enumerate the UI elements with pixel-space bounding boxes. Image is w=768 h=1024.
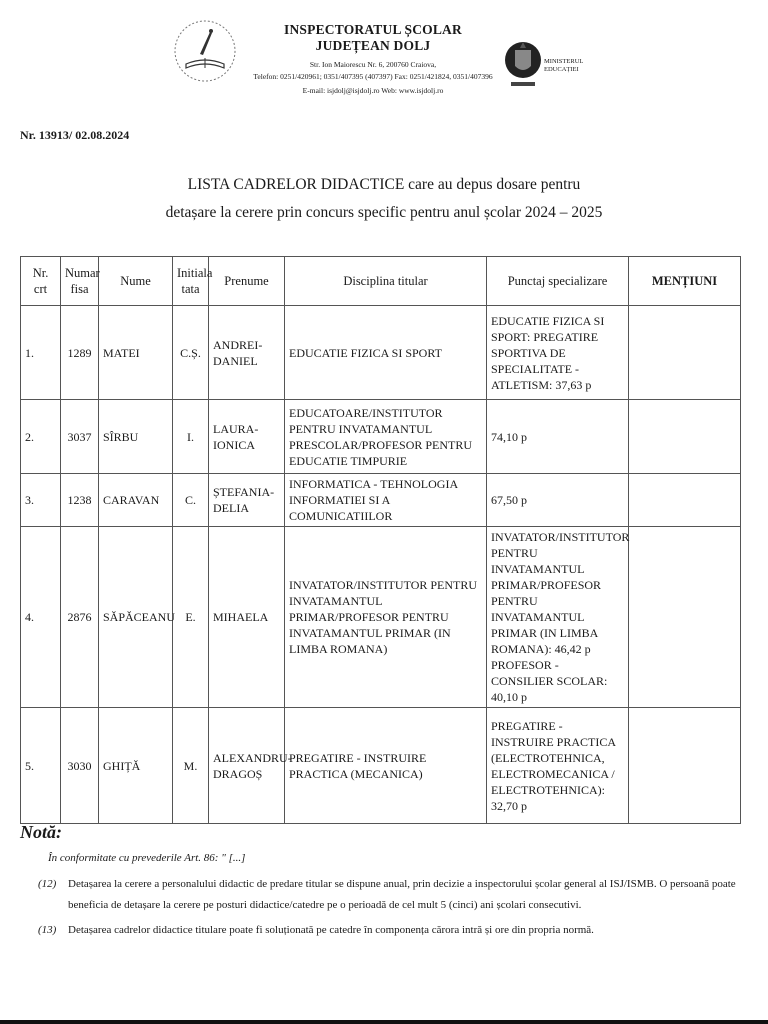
note-number: (13) [38, 924, 57, 936]
notes-intro: În conformitate cu prevederile Art. 86: " [...] [48, 852, 246, 864]
col-header-nume: Nume [99, 257, 173, 306]
cell-mentiuni [629, 400, 741, 474]
cell-punctaj: PREGATIRE - INSTRUIRE PRACTICA (ELECTROTEHNICA, ELECTROMECANICA / ELECTROTEHNICA): 32,70 p [487, 708, 629, 824]
cell-fisa: 2876 [61, 527, 99, 708]
cell-nume: SÎRBU [99, 400, 173, 474]
col-header-initiala: Initiala tata [173, 257, 209, 306]
cell-nume: GHIȚĂ [99, 708, 173, 824]
note-text: Detașarea la cerere a personalului didactic de predare titular se dispune anual, prin decizie a inspectorului școlar general al ISJ/ISMB. O persoană poate beneficia de detașare la cerere pe posturi didactice/catedre pe o perioadă de cel mult 5 (cinci) ani școlari consecutivi. [68, 878, 736, 911]
cell-disciplina: INFORMATICA - TEHNOLOGIA INFORMATIEI SI A COMUNICATIILOR [285, 474, 487, 527]
table-row [21, 306, 741, 400]
cell-initiala: M. [173, 708, 209, 824]
notes-title: Notă: [20, 822, 62, 842]
cell-prenume: ANDREI-DANIEL [209, 306, 285, 400]
cell-mentiuni [629, 527, 741, 708]
cell-mentiuni [629, 708, 741, 824]
document-number: Nr. 13913/ 02.08.2024 [20, 128, 130, 142]
cell-nume: CARAVAN [99, 474, 173, 527]
cell-disciplina: EDUCATIE FIZICA SI SPORT [285, 306, 487, 400]
note-text: Detașarea cadrelor didactice titulare poate fi soluționată pe catedre în componența cărora intră și ore din propria normă. [68, 924, 594, 936]
institution-address: Str. Ion Maiorescu Nr. 6, 200760 Craiova, [309, 60, 437, 69]
cell-fisa: 1289 [61, 306, 99, 400]
document-subtitle: detașare la cerere prin concurs specific pentru anul școlar 2024 – 2025 [165, 204, 603, 221]
cell-punctaj: 74,10 p [487, 400, 629, 474]
cell-prenume: LAURA-IONICA [209, 400, 285, 474]
cell-fisa: 3037 [61, 400, 99, 474]
note-number: (12) [38, 878, 57, 890]
cell-initiala: C.Ș. [173, 306, 209, 400]
cell-disciplina: PREGATIRE - INSTRUIRE PRACTICA (MECANICA) [285, 708, 487, 824]
cell-nr: 1. [21, 306, 61, 400]
cell-nume: SĂPĂCEANU [99, 527, 173, 708]
cell-mentiuni [629, 306, 741, 400]
note-item [38, 874, 738, 916]
table-row [21, 708, 741, 824]
cell-punctaj: 67,50 p [487, 474, 629, 527]
cell-prenume: MIHAELA [209, 527, 285, 708]
col-header-punctaj: Punctaj specializare [487, 257, 629, 306]
col-header-fisa: Numar fisa [61, 257, 99, 306]
cell-nume: MATEI [99, 306, 173, 400]
institution-email: E-mail: isjdolj@isjdolj.ro Web: www.isjdolj.ro [302, 86, 444, 95]
table-row [21, 400, 741, 474]
romania-coat-of-arms-icon [503, 34, 543, 92]
note-item [38, 920, 738, 941]
page-bottom-edge [0, 1020, 768, 1024]
cell-nr: 4. [21, 527, 61, 708]
cell-nr: 3. [21, 474, 61, 527]
candidates-table [20, 256, 741, 824]
institution-name: INSPECTORATUL ȘCOLAR JUDEȚEAN DOLJ [284, 22, 462, 53]
cell-punctaj: EDUCATIE FIZICA SI SPORT: PREGATIRE SPORTIVA DE SPECIALITATE - ATLETISM: 37,63 p [487, 306, 629, 400]
cell-fisa: 3030 [61, 708, 99, 824]
col-header-mentiuni: MENȚIUNI [629, 257, 741, 306]
cell-initiala: C. [173, 474, 209, 527]
cell-prenume: ȘTEFANIA-DELIA [209, 474, 285, 527]
cell-nr: 2. [21, 400, 61, 474]
cell-fisa: 1238 [61, 474, 99, 527]
institution-phones: Telefon: 0251/420961; 0351/407395 (407397) Fax: 0251/421824, 0351/407396 [253, 72, 493, 81]
school-inspectorate-logo-icon [172, 18, 238, 84]
table-row [21, 474, 741, 527]
cell-prenume: ALEXANDRU-DRAGOȘ [209, 708, 285, 824]
col-header-prenume: Prenume [209, 257, 285, 306]
cell-disciplina: INVATATOR/INSTITUTOR PENTRU INVATAMANTUL PRIMAR/PROFESOR PENTRU INVATAMANTUL PRIMAR (IN LIMBA ROMANA) [285, 527, 487, 708]
table-row [21, 527, 741, 708]
col-header-nr: Nr. crt [21, 257, 61, 306]
cell-initiala: I. [173, 400, 209, 474]
document-title: LISTA CADRELOR DIDACTICE care au depus dosare pentru [187, 176, 581, 193]
letterhead [0, 0, 768, 120]
cell-nr: 5. [21, 708, 61, 824]
col-header-disciplina: Disciplina titular [285, 257, 487, 306]
cell-punctaj: INVATATOR/INSTITUTOR PENTRU INVATAMANTUL PRIMAR/PROFESOR PENTRU INVATAMANTUL PRIMAR (IN LIMBA ROMANA): 46,42 p PROFESOR - CONSILIER SCOLAR: 40,10 p [487, 527, 629, 708]
ministry-label: MINISTERUL EDUCAȚIEI [544, 58, 584, 73]
table-header-row [21, 257, 741, 306]
cell-initiala: E. [173, 527, 209, 708]
cell-disciplina: EDUCATOARE/INSTITUTOR PENTRU INVATAMANTUL PRESCOLAR/PROFESOR PENTRU EDUCATIE TIMPURIE [285, 400, 487, 474]
cell-mentiuni [629, 474, 741, 527]
